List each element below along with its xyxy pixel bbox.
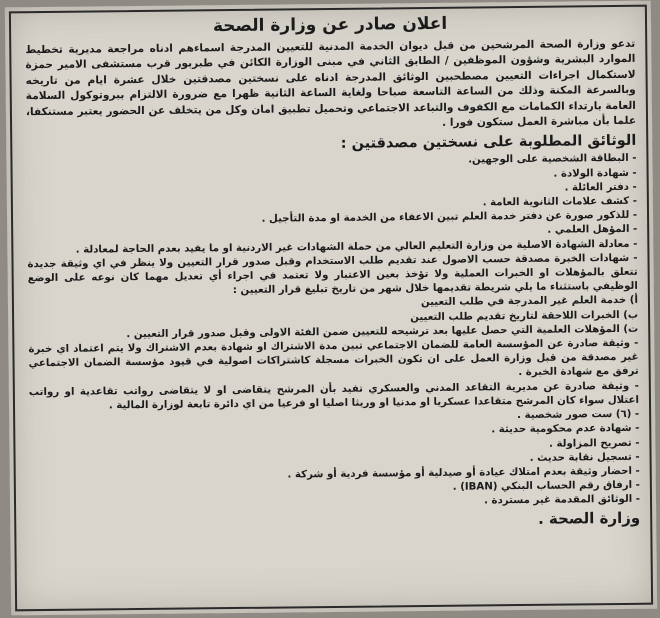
requirement-item: - المؤهل العلمي . (547, 224, 638, 237)
requirements-title: الوثائق المطلوبة على نسختين مصدقتين : (340, 133, 637, 153)
requirements-list (26, 152, 640, 513)
requirement-item: - كشف علامات الثانوية العامة . (482, 195, 637, 209)
requirement-item: - (٦) ست صور شخصية . (517, 408, 640, 422)
announcement-intro: تدعو وزارة الصحة المرشحين من قبل ديوان الخدمة المدنية للتعيين المدرجة اسماءهم ادناه مراجعة مديرية تخطيط الموارد البشرية وشؤون الموظفين / الطابق الثاني في مبنى الوزارة الكائن في طبربور قرب مستشفى الامير حمزة لاستكمال اجراءات التعيين مصطحبين الوثائق المدرجة ادناه على نسختين مصدقتين خلال عشرة ايام من تاريخه وبالسرعة المكنة وذلك من الساعة التاسعة صباحا ولغاية الساعة الثانية ظهرا مع ضرورة الالتزام ببروتوكول السلامة العامة بارتداء الكمامات مع الكفوف والتباعد الاجتماعي وتحميل تطبيق امان وكل من يتخلف عن الحضور يعتبر مستنكفا، علما بأن مباشرة العمل ستكون فورا . (25, 37, 637, 129)
signature: وزارة الصحة . (537, 508, 641, 528)
requirement-item: - وثيقة صادرة عن المؤسسة العامة للضمان الاجتماعي تبين مدة الاشتراك او شهادة بعدم الاشتراك ولا يتم اعتماد اي خبرة غير مصدقة من قبل وزارة العمل على ان تكون الخبرات مسجلة كاشتراكات اصولية في قيود مؤسسة الضمان الاجتماعي ترفق مع شهادة الخبرة . (28, 337, 639, 379)
requirement-item: - وثيقة صادرة عن مديرية التقاعد المدني والعسكري تفيد بأن المرشح يتقاضى او لا يتقاضى رواتب تقاعدية او رواتب اعتلال سواء كان المرشح متقاعدا عسكريا او مدنيا او وريثا اصليا او فرعيا من اي دائرة تابعة لوزارة المالية . (28, 380, 640, 412)
requirement-item: - تصريح المزاولة . (548, 437, 640, 450)
announcement-title: اعلان صادر عن وزارة الصحة (212, 13, 448, 37)
requirement-subitem: ب) الخبرات اللاحقة لتاريخ تقديم طلب التعيين (410, 309, 639, 323)
requirement-item: - احضار وثيقة بعدم امتلاك عيادة أو صيدلية أو مؤسسة فردية أو شركة . (287, 465, 640, 481)
requirement-item: - معادلة الشهادة الاصلية من وزارة التعليم العالي من حملة الشهادات غير الاردنية او ما يفيد بعدم الحاجة لمعادلة . (75, 238, 638, 256)
requirement-item: - ارفاق رقم الحساب البنكي (IBAN) . (452, 479, 640, 493)
requirement-item: - تسجيل نقابة حديث . (529, 451, 640, 464)
requirement-subitem: ت) المؤهلات العلمية التي حصل عليها بعد ترشيحه للتعيين ضمن الفئة الاولى وقبل صدور قرار التعيين . (126, 323, 639, 341)
newspaper-clipping (5, 1, 657, 616)
requirement-item: - دفتر العائلة . (564, 181, 637, 194)
requirement-item: - شهادة الولادة . (553, 167, 637, 180)
requirement-item: - البطاقة الشخصية على الوجهين. (468, 153, 637, 166)
requirement-subitem: أ) خدمة العلم غير المدرجة في طلب التعيين (420, 295, 638, 309)
announcement-body (11, 7, 650, 533)
requirement-item: - شهادات الخبرة مصدقة حسب الاصول عند تقديم طلب الاستخدام وقبل صدور قرار التعيين ولا ينظر في اي وثيقة جديدة تتعلق بالمؤهلات او الخبرات العملية ولا تؤخذ بعين الاعتبار ولا تعتمد في اجراء أي تعديل مهما كان نوعه على الوضع الوظيفي باستثناء ما يلي شريطة تقديمها خلال شهر من تاريخ تبليغ قرار التعيين : (27, 252, 638, 297)
requirement-item: - شهادة عدم محكومية حديثة . (491, 423, 640, 436)
announcement-frame (9, 5, 653, 612)
requirement-item: - للذكور صورة عن دفتر خدمة العلم تبين الاعفاء من الخدمة او مدة التأجيل . (261, 210, 638, 225)
requirement-item: - الوثائق المقدمة غير مستردة . (484, 494, 641, 507)
